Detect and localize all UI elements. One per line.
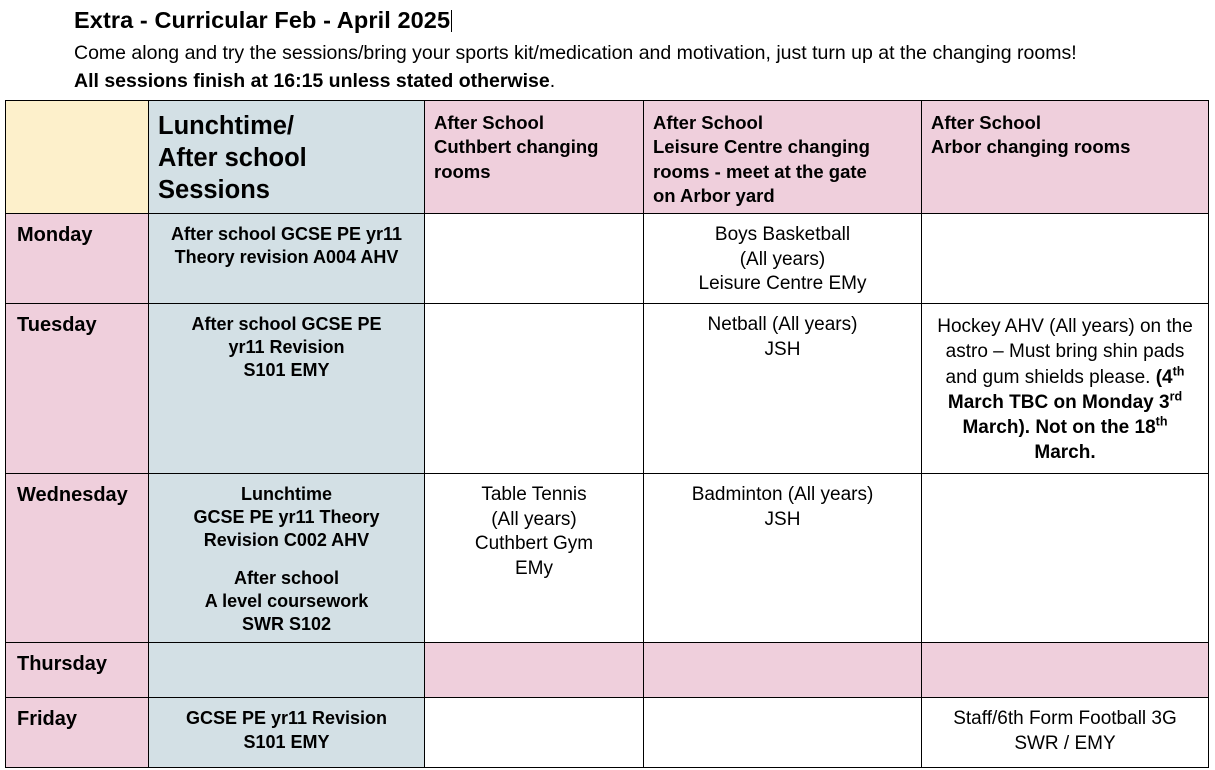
day-label-monday: Monday [17, 224, 93, 246]
tuesday-lunchtime-cell [149, 304, 425, 474]
wednesday-leisure-content [644, 474, 921, 538]
header-arbor-label [922, 101, 1208, 160]
intro-text: Come along and try the sessions/bring your sports kit/medication and motivation, just turn up at the changing rooms! [74, 41, 1077, 64]
friday-arbor-cell [922, 698, 1209, 768]
day-cell-wednesday [6, 474, 149, 643]
friday-arbor-content [922, 698, 1208, 762]
friday-lunchtime-line2: S101 EMY [243, 731, 330, 752]
header-arbor-line2: Arbor changing rooms [931, 136, 1131, 158]
wednesday-lunchtime-line3: Revision C002 AHV [203, 530, 370, 551]
header-corner-label [6, 101, 148, 111]
tuesday-leisure-cell [644, 304, 922, 474]
intro-end-text: . [549, 70, 556, 93]
table-header-row [6, 101, 1209, 214]
header-leisure-label [644, 101, 921, 209]
header-leisure-line2: Leisure Centre changing [653, 136, 870, 158]
monday-leisure-line3: Leisure Centre EMy [698, 273, 867, 294]
tuesday-lunchtime-content [149, 304, 424, 389]
monday-lunchtime-line2: Theory revision A004 AHV [174, 247, 399, 268]
day-label-thursday: Thursday [17, 653, 108, 676]
tuesday-arbor-cell [922, 304, 1209, 474]
monday-leisure-line2: (All years) [739, 248, 826, 270]
table-row-thursday [6, 643, 1209, 698]
wednesday-leisure-line1: Badminton (All years) [691, 484, 874, 505]
table-row-tuesday [6, 304, 1209, 474]
table-row-friday [6, 698, 1209, 768]
intro-bold-text: All sessions finish at 16:15 unless stated otherwise [74, 70, 550, 93]
monday-arbor-content [922, 214, 1208, 229]
wednesday-cuthbert-line4: EMy [515, 557, 553, 579]
monday-arbor-cell [922, 214, 1209, 304]
hockey-ordinal-c: th [1155, 414, 1168, 429]
tuesday-lunchtime-line3: S101 EMY [243, 360, 330, 381]
tuesday-lunchtime-line1: After school GCSE PE [191, 314, 382, 334]
tuesday-cuthbert-content [425, 304, 643, 319]
header-lunchtime-line1: Lunchtime/ [158, 112, 295, 140]
monday-leisure-line1: Boys Basketball [714, 224, 851, 245]
wednesday-lunchtime-line4: After school [233, 567, 339, 588]
monday-cuthbert-cell [425, 214, 644, 304]
thursday-cuthbert-content [425, 643, 643, 658]
day-label-friday: Friday [17, 708, 78, 731]
header-lunchtime-line2: After school [158, 144, 307, 173]
wednesday-cuthbert-content [425, 474, 643, 587]
thursday-lunchtime-cell [149, 643, 425, 698]
header-leisure-cell [644, 101, 922, 214]
wednesday-lunchtime-cell [149, 474, 425, 643]
monday-lunchtime-line1: After school GCSE PE yr11 [170, 224, 403, 244]
header-leisure-line3: rooms - meet at the gate [653, 160, 867, 182]
friday-cuthbert-cell [425, 698, 644, 768]
header-corner-cell [6, 101, 149, 214]
day-cell-monday [6, 214, 149, 304]
wednesday-cuthbert-line2: (All years) [491, 508, 577, 530]
wednesday-cuthbert-line1: Table Tennis [481, 484, 587, 505]
text-cursor [451, 10, 452, 32]
monday-lunchtime-content [149, 214, 424, 275]
friday-arbor-line2: SWR / EMY [1014, 732, 1116, 754]
timetable [5, 100, 1209, 768]
tuesday-leisure-line1: Netball (All years) [707, 314, 858, 335]
thursday-leisure-content [644, 643, 921, 658]
wednesday-leisure-cell [644, 474, 922, 643]
hockey-ordinal-a: th [1172, 364, 1185, 379]
day-cell-friday [6, 698, 149, 768]
hockey-note-d: March. [1034, 442, 1096, 464]
wednesday-lunchtime-line5: A level coursework [204, 590, 369, 611]
header-leisure-line4: on Arbor yard [653, 185, 775, 207]
wednesday-lunchtime-spacer [158, 553, 415, 567]
wednesday-arbor-cell [922, 474, 1209, 643]
monday-leisure-content [644, 214, 921, 303]
friday-lunchtime-content [149, 698, 424, 759]
thursday-leisure-cell [644, 643, 922, 698]
day-cell-thursday [6, 643, 149, 698]
header-arbor-line1: After School [931, 112, 1041, 133]
table-row-monday [6, 214, 1209, 304]
wednesday-lunchtime-line2: GCSE PE yr11 Theory [193, 507, 380, 528]
header-leisure-line1: After School [653, 112, 763, 133]
friday-lunchtime-cell [149, 698, 425, 768]
intro-paragraph [74, 39, 1084, 96]
day-cell-tuesday [6, 304, 149, 474]
friday-leisure-cell [644, 698, 922, 768]
tuesday-arbor-content [922, 304, 1208, 472]
hockey-ordinal-b: rd [1169, 389, 1183, 404]
thursday-arbor-cell [922, 643, 1209, 698]
monday-cuthbert-content [425, 214, 643, 229]
page-title [74, 6, 1215, 35]
document-header [0, 0, 1215, 96]
header-cuthbert-label [425, 101, 643, 184]
wednesday-lunchtime-line6: SWR S102 [241, 614, 332, 635]
friday-arbor-line1: Staff/6th Form Football 3G [953, 708, 1177, 730]
wednesday-cuthbert-cell [425, 474, 644, 643]
header-arbor-cell [922, 101, 1209, 214]
tuesday-cuthbert-cell [425, 304, 644, 474]
friday-leisure-content [644, 698, 921, 713]
tuesday-leisure-content [644, 304, 921, 368]
header-cuthbert-line1: After School [434, 112, 544, 133]
friday-cuthbert-content [425, 698, 643, 713]
header-lunchtime-label [149, 101, 424, 206]
monday-leisure-cell [644, 214, 922, 304]
monday-lunchtime-cell [149, 214, 425, 304]
hockey-note-c: March). Not on the 18 [962, 417, 1156, 439]
thursday-cuthbert-cell [425, 643, 644, 698]
wednesday-lunchtime-content [149, 474, 424, 642]
friday-lunchtime-line1: GCSE PE yr11 Revision [185, 708, 388, 729]
wednesday-cuthbert-line3: Cuthbert Gym [474, 533, 594, 554]
tuesday-leisure-line2: JSH [764, 338, 801, 360]
header-lunchtime-line3: Sessions [158, 176, 270, 205]
page-title-text: Extra - Curricular Feb - April 2025 [74, 7, 451, 33]
day-label-wednesday: Wednesday [17, 484, 128, 506]
thursday-arbor-content [922, 643, 1208, 658]
timetable-container [5, 100, 1208, 768]
wednesday-arbor-content [922, 474, 1208, 489]
table-row-wednesday [6, 474, 1209, 643]
header-cuthbert-line2: Cuthbert changing [434, 136, 599, 158]
hockey-note-b: March TBC on Monday 3 [947, 391, 1170, 413]
hockey-note-a: (4 [1155, 366, 1173, 388]
thursday-lunchtime-content [149, 643, 424, 658]
hockey-description: Hockey AHV (All years) on the astro – Must bring shin pads and gum shields please. [937, 316, 1193, 388]
wednesday-leisure-line2: JSH [764, 508, 801, 530]
tuesday-lunchtime-line2: yr11 Revision [228, 337, 345, 358]
wednesday-lunchtime-line1: Lunchtime [240, 484, 332, 504]
header-cuthbert-line3: rooms [434, 160, 491, 182]
header-lunchtime-cell [149, 101, 425, 214]
header-cuthbert-cell [425, 101, 644, 214]
day-label-tuesday: Tuesday [17, 314, 97, 336]
